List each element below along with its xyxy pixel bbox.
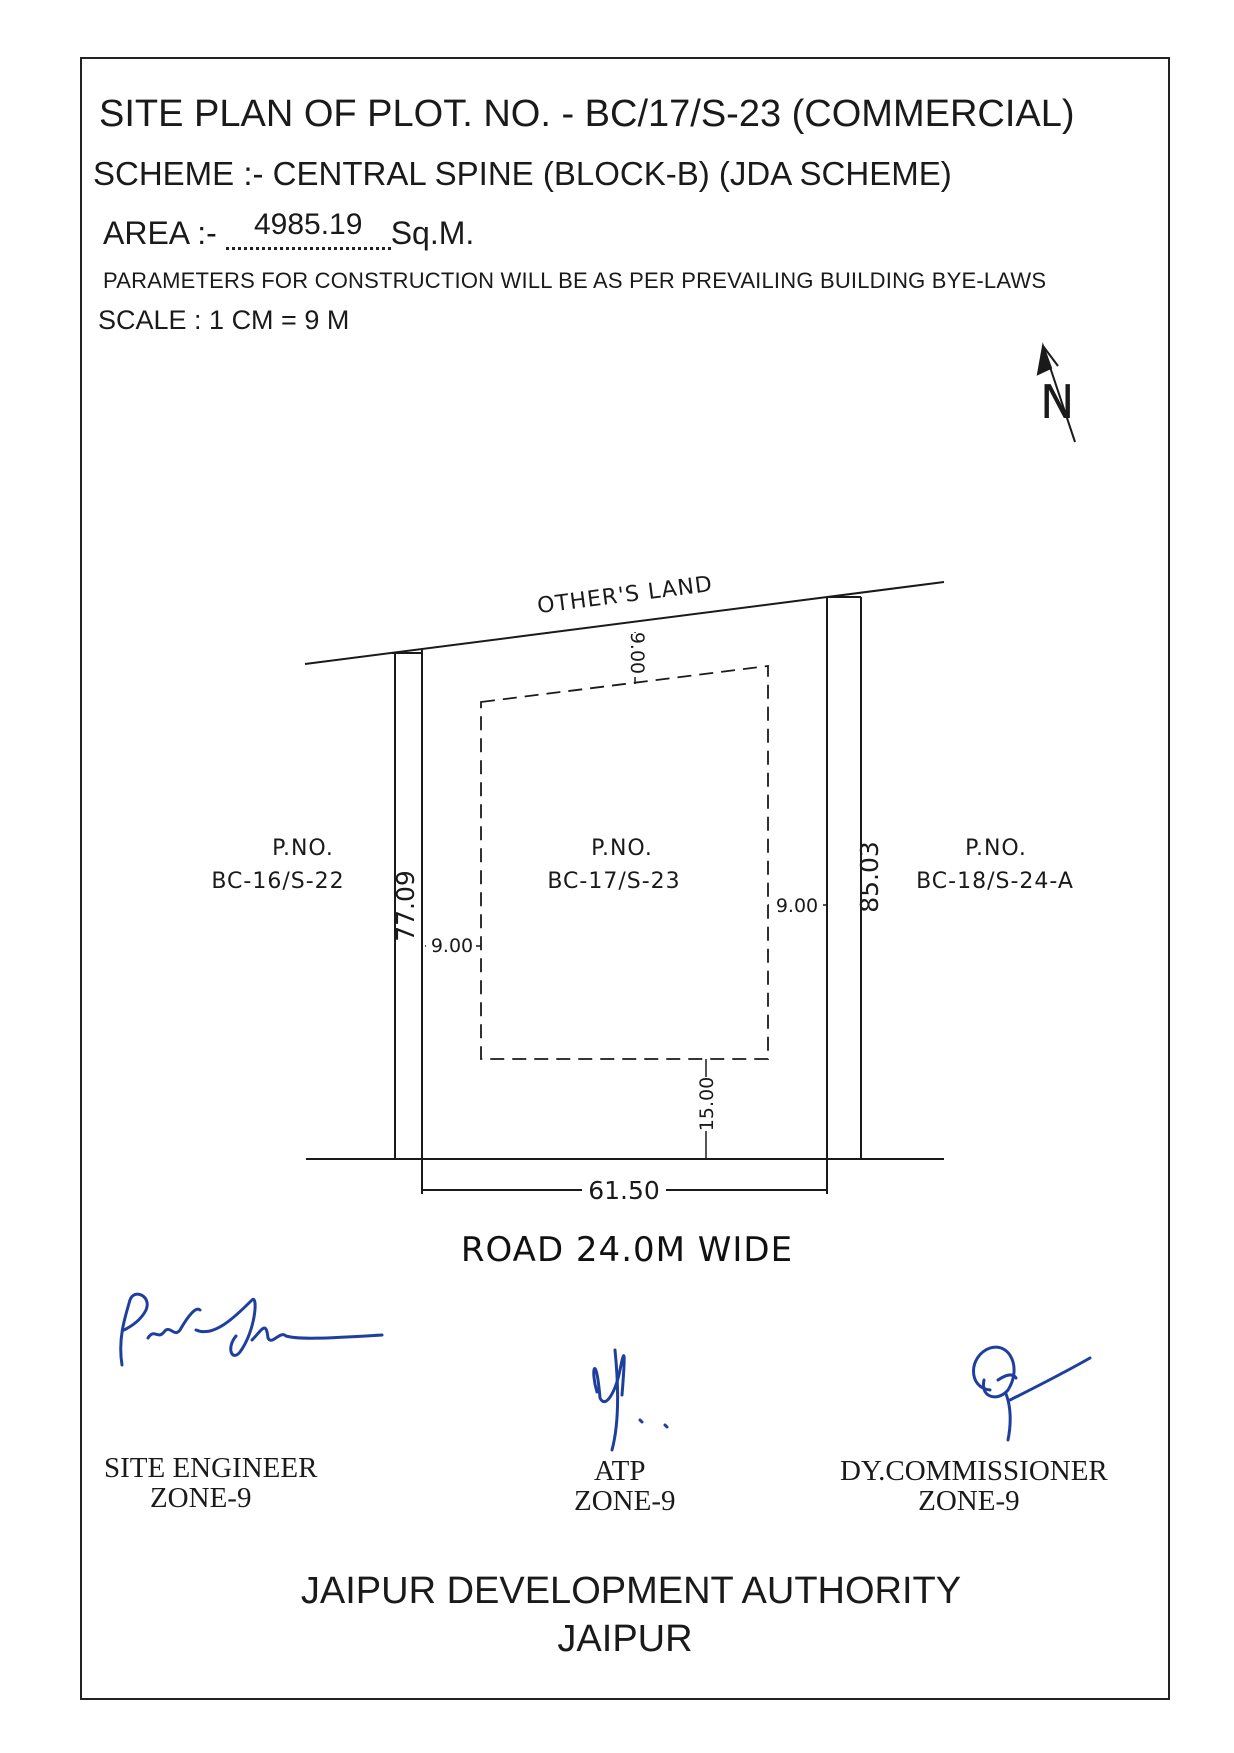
area-label: AREA :- (103, 215, 217, 251)
road-label: ROAD 24.0M WIDE (460, 1230, 794, 1270)
scale-note: SCALE : 1 CM = 9 M (98, 305, 350, 335)
right-plot-number: BC-18/S-24-A (916, 869, 1074, 894)
center-plot-number: BC-17/S-23 (547, 869, 681, 894)
left-plot-label: P.NO. (272, 836, 334, 861)
signatory-title: SITE ENGINEER (104, 1452, 318, 1484)
top-neighbor-label: OTHER'S LAND (535, 571, 715, 620)
atp-signature (594, 1350, 667, 1450)
signatory-zone: ZONE-9 (574, 1485, 676, 1517)
signatory-title: DY.COMMISSIONER (840, 1455, 1108, 1487)
front-dimension: 61.50 (588, 1176, 660, 1205)
signatory-dy-commissioner (840, 1456, 1108, 1516)
dy-commissioner-signature (974, 1347, 1091, 1440)
area-unit: Sq.M. (390, 215, 475, 251)
signatory-zone: ZONE-9 (918, 1485, 1020, 1517)
signatory-zone: ZONE-9 (149, 1482, 252, 1514)
rear-setback-label: 9.00 (626, 631, 648, 675)
signatory-title: ATP (593, 1455, 646, 1487)
left-setback-label: 9.00 (430, 935, 474, 957)
right-side-dimension: 85.03 (855, 841, 884, 913)
area-value: 4985.19 (253, 208, 363, 241)
authority-city: JAIPUR (557, 1618, 693, 1660)
plan-title: SITE PLAN OF PLOT. NO. - BC/17/S-23 (COMMERCIAL) (99, 93, 1075, 135)
signatory-atp (574, 1456, 675, 1516)
road-setback-label: 15.00 (696, 1076, 718, 1132)
left-side-dimension: 77.09 (391, 870, 420, 942)
left-plot-number: BC-16/S-22 (211, 869, 345, 894)
signatory-site-engineer (104, 1453, 317, 1513)
scheme-line: SCHEME :- CENTRAL SPINE (BLOCK-B) (JDA SCHEME) (93, 155, 952, 192)
site-engineer-signature (121, 1294, 382, 1365)
center-plot-label: P.NO. (591, 836, 653, 861)
north-label: N (1040, 375, 1075, 429)
right-setback-label: 9.00 (775, 895, 819, 917)
authority-name: JAIPUR DEVELOPMENT AUTHORITY (300, 1570, 962, 1612)
building-line (481, 666, 768, 1059)
parameters-note: PARAMETERS FOR CONSTRUCTION WILL BE AS PER PREVAILING BUILDING BYE-LAWS (103, 268, 1047, 293)
right-plot-label: P.NO. (965, 836, 1027, 861)
